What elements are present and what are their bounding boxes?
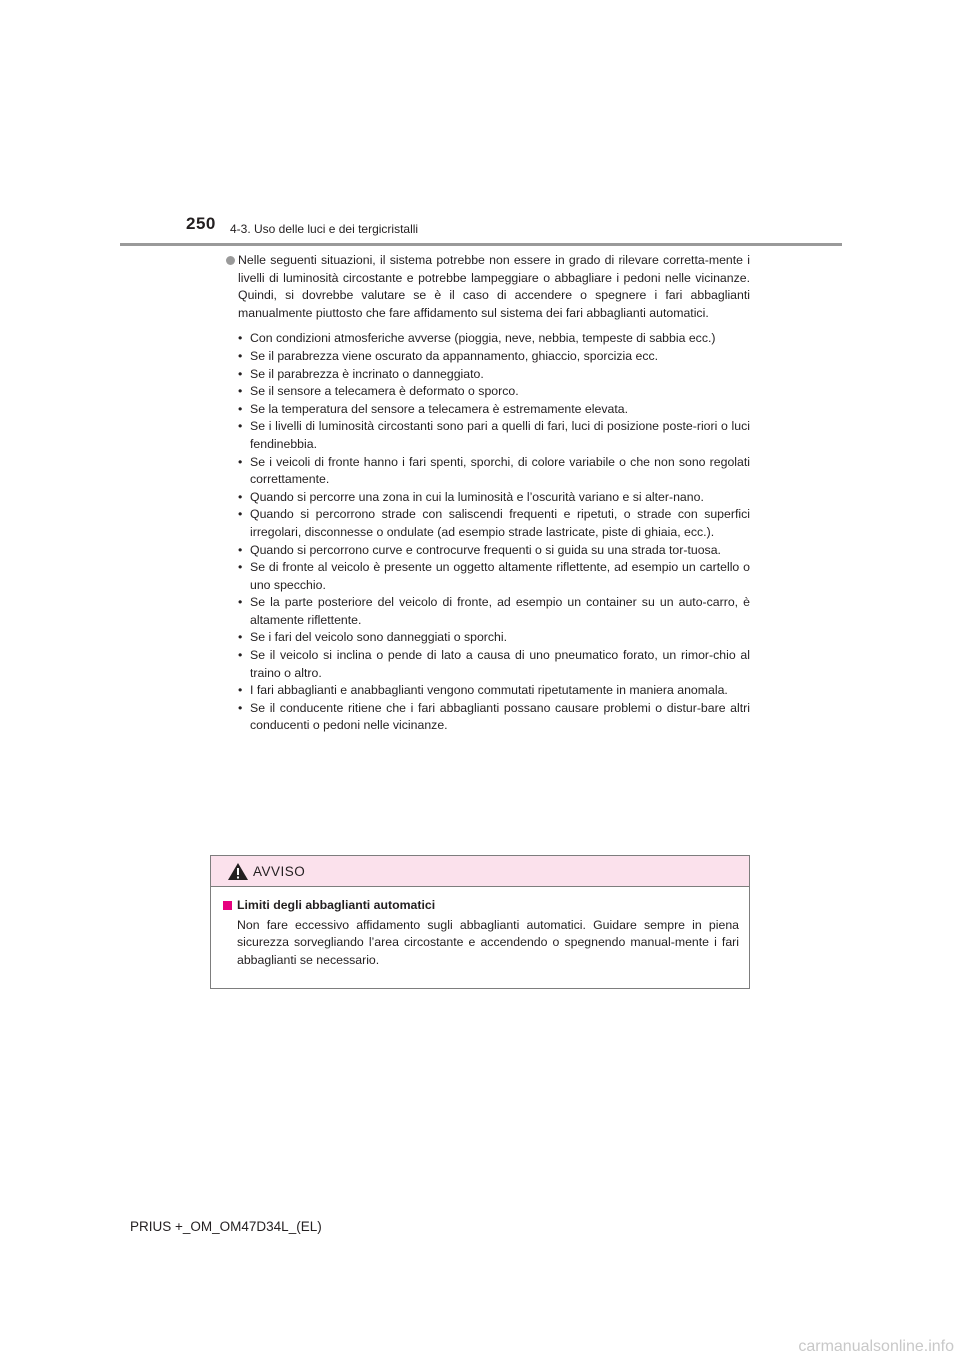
warning-box bbox=[210, 855, 750, 989]
main-content bbox=[226, 252, 750, 735]
list-item: • Se i veicoli di fronte hanno i fari spenti, sporchi, di colore variabile o che non sono regolati correttamente. bbox=[238, 454, 750, 489]
list-item: • Con condizioni atmosferiche avverse (pioggia, neve, nebbia, tempeste di sabbia ecc.) bbox=[238, 330, 750, 348]
section-title: 4-3. Uso delle luci e dei tergicristalli bbox=[230, 222, 419, 236]
warning-heading-text: Limiti degli abbaglianti automatici bbox=[237, 898, 436, 912]
header-rule bbox=[120, 243, 842, 246]
warning-triangle-icon bbox=[227, 862, 249, 886]
list-item: • Se il conducente ritiene che i fari abbaglianti possano causare problemi o distur-bare altri conducenti o pedoni nelle vicinanze. bbox=[238, 700, 750, 735]
list-item: • Se il parabrezza è incrinato o danneggiato. bbox=[238, 366, 750, 384]
list-item: • Quando si percorrono curve e controcurve frequenti o si guida su una strada tor-tuosa. bbox=[238, 542, 750, 560]
list-item: • Se il veicolo si inclina o pende di lato a causa di uno pneumatico forato, un rimor-chio al traino o altro. bbox=[238, 647, 750, 682]
list-item: • Se i livelli di luminosità circostanti sono pari a quelli di fari, luci di posizione poste-riori o luci fendinebbia. bbox=[238, 418, 750, 453]
list-item: • Se la temperatura del sensore a telecamera è estremamente elevata. bbox=[238, 401, 750, 419]
list-item: • Quando si percorre una zona in cui la luminosità e l’oscurità variano e si alter-nano. bbox=[238, 489, 750, 507]
square-bullet-icon bbox=[223, 901, 232, 910]
list-item: • Se il sensore a telecamera è deformato o sporco. bbox=[238, 383, 750, 401]
warning-heading bbox=[223, 897, 739, 915]
page-number: 250 bbox=[186, 214, 216, 233]
list-item: • Se il parabrezza viene oscurato da appannamento, ghiaccio, sporcizia ecc. bbox=[238, 348, 750, 366]
intro-paragraph bbox=[226, 252, 750, 322]
list-item: • Se di fronte al veicolo è presente un oggetto altamente riflettente, ad esempio un cartello o uno specchio. bbox=[238, 559, 750, 594]
list-item: • Se la parte posteriore del veicolo di fronte, ad esempio un container su un auto-carro, è altamente riflettente. bbox=[238, 594, 750, 629]
conditions-list bbox=[226, 330, 750, 735]
warning-text: Non fare eccessivo affidamento sugli abbaglianti automatici. Guidare sempre in piena sicurezza sorvegliando l’area circostante e accendendo o spegnendo manual-mente i fari abbaglianti se necessario. bbox=[237, 917, 739, 967]
watermark: carmanualsonline.info bbox=[798, 1338, 954, 1355]
intro-text: Nelle seguenti situazioni, il sistema potrebbe non essere in grado di rilevare corretta-mente i livelli di luminosità circostante e potrebbe lampeggiare o abbagliare i pedoni nelle vicinanze. Quindi, si dovrebbe valutare se è il caso di accendere o spegnere i fari abbaglianti manualmente piuttosto che fare affidamento sul sistema dei fari abbaglianti automatici. bbox=[238, 253, 750, 320]
document-code: PRIUS +_OM_OM47D34L_(EL) bbox=[130, 1219, 322, 1234]
list-item: • Se i fari del veicolo sono danneggiati o sporchi. bbox=[238, 629, 750, 647]
warning-header bbox=[211, 856, 749, 887]
circle-bullet-icon bbox=[226, 256, 235, 265]
list-item: • I fari abbaglianti e anabbaglianti vengono commutati ripetutamente in maniera anomala. bbox=[238, 682, 750, 700]
warning-label: AVVISO bbox=[253, 864, 306, 879]
list-item: • Quando si percorrono strade con saliscendi frequenti e ripetuti, o strade con superfici irregolari, disconnesse o ondulate (ad esempio strade lastricate, piste di ghiaia, ecc.). bbox=[238, 506, 750, 541]
warning-body bbox=[211, 887, 749, 969]
